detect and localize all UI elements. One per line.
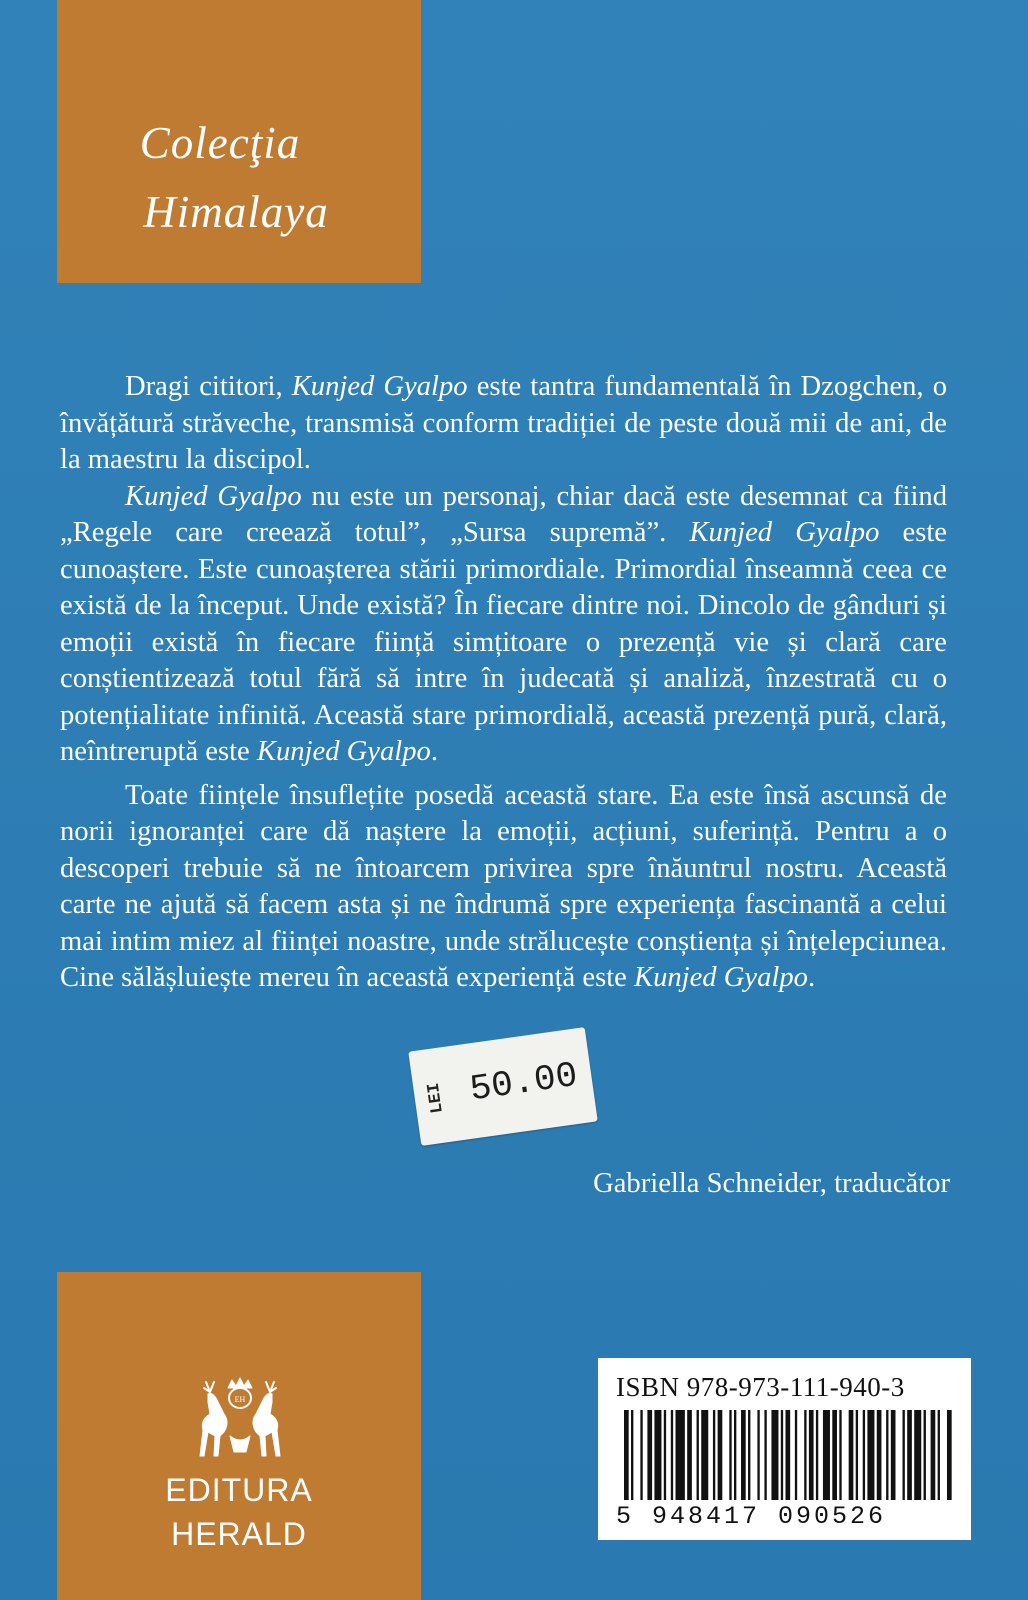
italic-title-run: Kunjed Gyalpo bbox=[634, 962, 808, 993]
barcode-bar bbox=[886, 1410, 888, 1500]
price-value: 50.00 bbox=[467, 1054, 581, 1111]
text-run: este cunoaștere. Este cunoașterea stării primordiale. Primordial înseamnă ceea ce există de la început. Unde există? În fiecare dintre noi. Dincolo de gânduri și emoții există în fiecare ființă simțitoare o prezență vie și clară care conștientizează totul fără să intre în judecată și analiză, înzestrată cu o potențialitate infinită. Această stare primordială, această prezență pură, clară, neîntreruptă este bbox=[60, 517, 947, 767]
barcode-bar bbox=[891, 1410, 896, 1500]
blurb-text bbox=[60, 369, 947, 997]
barcode-bar bbox=[640, 1410, 642, 1500]
barcode-bar bbox=[809, 1410, 814, 1500]
barcode-bar bbox=[729, 1410, 731, 1500]
barcode-bar bbox=[671, 1410, 673, 1500]
italic-title-run: Kunjed Gyalpo bbox=[291, 371, 468, 402]
barcode-bar bbox=[863, 1410, 865, 1500]
text-run: . bbox=[430, 736, 438, 767]
barcode-bar bbox=[675, 1410, 684, 1500]
barcode-bar bbox=[816, 1410, 818, 1500]
text-run: este tantra fundamentală în Dzogchen, o învățătură străveche, transmisă conform tradiției de peste două mii de ani, de la maestru la discipol. bbox=[60, 371, 947, 475]
barcode-bar bbox=[734, 1410, 736, 1500]
barcode-bar bbox=[804, 1410, 806, 1500]
publisher-block bbox=[57, 1272, 421, 1600]
isbn-number: ISBN 978-973-111-940-3 bbox=[616, 1372, 905, 1402]
barcode-bar bbox=[624, 1410, 629, 1500]
barcode-bar bbox=[903, 1410, 905, 1500]
translator-signature: Gabriella Schneider, traducător bbox=[593, 1168, 950, 1199]
barcode-bar bbox=[781, 1410, 783, 1500]
barcode-bar bbox=[832, 1410, 837, 1500]
barcode-bar bbox=[713, 1410, 715, 1500]
text-run: nu este un personaj, chiar dacă este desemnat ca fiind „Regele care creează totul”, „Sursa supremă”. bbox=[60, 480, 947, 548]
barcode-bars bbox=[624, 1410, 954, 1500]
collection-banner bbox=[57, 0, 421, 283]
barcode-bar bbox=[757, 1410, 759, 1500]
italic-title-run: Kunjed Gyalpo bbox=[689, 517, 880, 548]
barcode-bar bbox=[764, 1410, 766, 1500]
barcode-bar bbox=[664, 1410, 666, 1500]
twin-deer-crest-icon bbox=[190, 1374, 290, 1462]
blurb-paragraph-3 bbox=[60, 778, 947, 997]
barcode-bar bbox=[849, 1410, 854, 1500]
barcode-bar bbox=[748, 1410, 750, 1500]
barcode-bar bbox=[877, 1410, 882, 1500]
text-run: Toate ființele însuflețite posedă această stare. Ea este însă ascunsă de norii ignoranței care dă naștere la emoții, acțiuni, suferință. Pentru a o descoperi trebuie să ne întoarcem privirea spre înăuntrul nostru. Această carte ne ajută să facem asta și ne îndrumă spre experiența fascinantă a celui mai intim miez al ființei noastre, unde strălucește conștiența și înțelepciunea. Cine sălășluiește mereu în această experiență este bbox=[60, 779, 947, 993]
barcode-bar bbox=[924, 1410, 926, 1500]
price-currency: LEI bbox=[424, 1081, 448, 1115]
barcode-bar bbox=[867, 1410, 874, 1500]
collection-title-line1: Colecţia bbox=[139, 118, 301, 168]
barcode-bar bbox=[741, 1410, 746, 1500]
barcode-bar bbox=[654, 1410, 661, 1500]
barcode-bar bbox=[931, 1410, 936, 1500]
blurb-paragraph-1 bbox=[60, 369, 947, 479]
barcode-bar bbox=[856, 1410, 858, 1500]
barcode-bar bbox=[823, 1410, 830, 1500]
price-sticker bbox=[408, 1027, 597, 1146]
barcode-bar bbox=[631, 1410, 633, 1500]
barcode-bar bbox=[718, 1410, 723, 1500]
barcode-bar bbox=[938, 1410, 940, 1500]
barcode-bar bbox=[647, 1410, 652, 1500]
barcode-bar bbox=[914, 1410, 921, 1500]
blurb-paragraph-2 bbox=[60, 479, 947, 771]
text-run: Dragi cititori, bbox=[125, 371, 292, 402]
barcode-bar bbox=[687, 1410, 692, 1500]
barcode-bar bbox=[697, 1410, 699, 1500]
barcode-label bbox=[598, 1358, 971, 1540]
barcode-bar bbox=[947, 1410, 952, 1500]
barcode-bar bbox=[795, 1410, 797, 1500]
svg-text:EH: EH bbox=[234, 1395, 246, 1404]
barcode-bar bbox=[785, 1410, 790, 1500]
publisher-name-line2: HERALD bbox=[171, 1516, 307, 1552]
barcode-bar bbox=[907, 1410, 912, 1500]
barcode-digits: 5 948417 090526 bbox=[616, 1502, 887, 1531]
barcode-bar bbox=[839, 1410, 841, 1500]
publisher-name-line1: EDITURA bbox=[165, 1472, 313, 1508]
italic-title-run: Kunjed Gyalpo bbox=[256, 736, 431, 767]
barcode-bar bbox=[701, 1410, 708, 1500]
collection-title-line2: Himalaya bbox=[143, 187, 329, 237]
italic-title-run: Kunjed Gyalpo bbox=[125, 480, 302, 512]
text-run: . bbox=[807, 962, 816, 993]
barcode-bar bbox=[771, 1410, 778, 1500]
